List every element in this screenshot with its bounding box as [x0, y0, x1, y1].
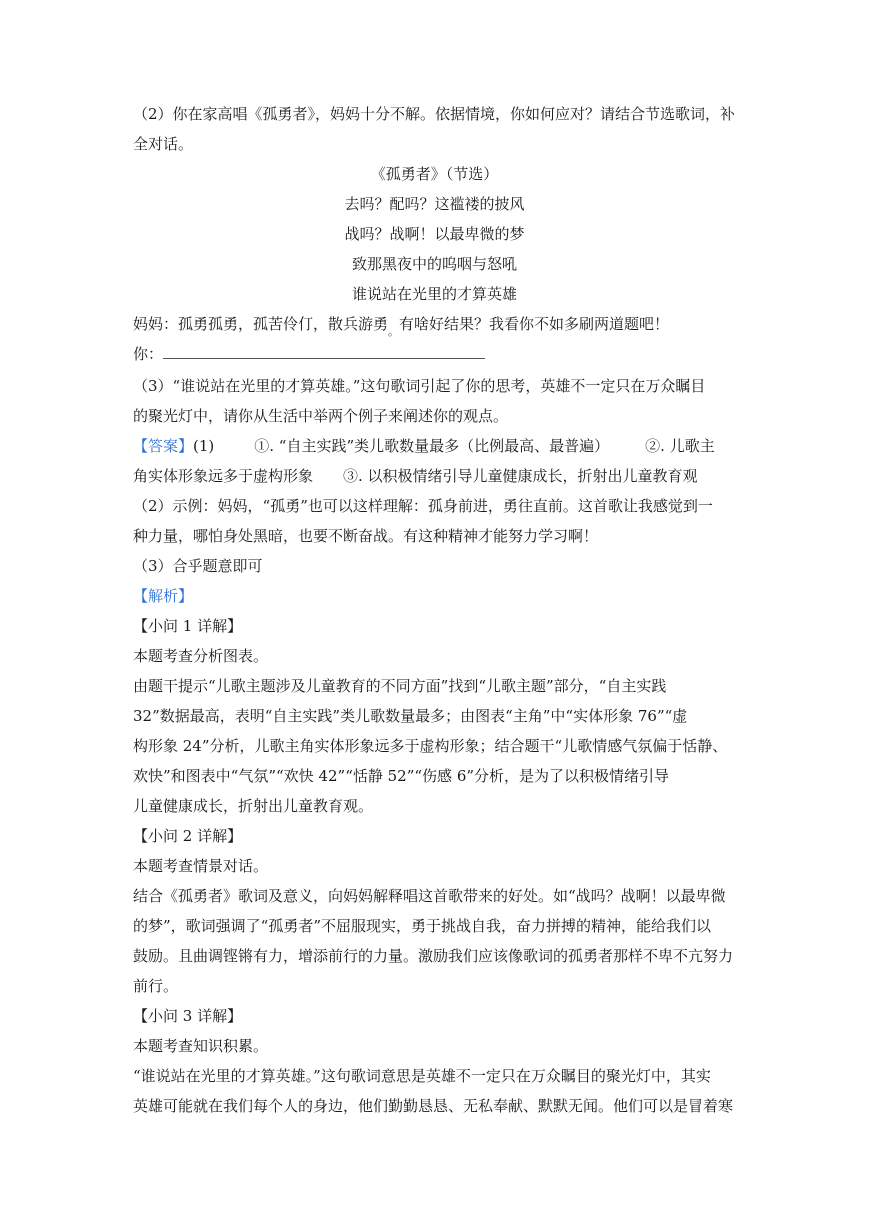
answer-item-3: ③. 以积极情绪引导儿童健康成长，折射出儿童教育观: [343, 467, 698, 485]
q3-line-2: 的聚光灯中，请你从生活中举两个例子来阐述你的观点。: [133, 407, 509, 425]
q2-line-1: （2）你在家高唱《孤勇者》，妈妈十分不解。依据情境，你如何应对？请结合节选歌词，补: [133, 105, 736, 123]
mom-speech-b: 有啥好结果？我看你不如多刷两道题吧！: [399, 315, 670, 333]
poem-line: 去吗？配吗？这褴褛的披风: [344, 195, 525, 213]
poem-title: 《孤勇者》（节选）: [370, 165, 499, 183]
poem-line: 谁说站在光里的才算英雄: [351, 285, 517, 303]
analysis-text: 欢快”和图表中“气氛”“欢快 42”“恬静 52”“伤感 6”分析，是为了以积极情绪引导: [133, 767, 670, 785]
answer-blank[interactable]: [163, 344, 485, 359]
answer-item-2b: 角实体形象远多于虚构形象: [133, 467, 314, 485]
analysis-text: 前行。: [133, 977, 179, 995]
mom-speech-a: 妈妈：孤勇孤勇，孤苦伶仃，散兵游勇: [133, 315, 389, 333]
analysis-text: 儿童健康成长，折射出儿童教育观。: [133, 797, 374, 815]
you-line: [133, 344, 485, 364]
analysis-text: 结合《孤勇者》歌词及意义，向妈妈解释唱这首歌带来的好处。如“战吗？战啊！以最卑微: [133, 887, 726, 905]
answer-q2-line-1: （2）示例：妈妈，“孤勇”也可以这样理解：孤身前进，勇往直前。这首歌让我感觉到一: [133, 497, 713, 515]
analysis-text: 英雄可能就在我们每个人的身边，他们勤勤恳恳、无私奉献、默默无闻。他们可以是冒着寒: [133, 1097, 734, 1115]
answer-q2-line-2: 种力量，哪怕身处黑暗，也要不断奋战。有这种精神才能努力学习啊！: [133, 527, 599, 545]
analysis-label: 【解析】: [133, 587, 194, 605]
answer-item-2a: ②. 儿歌主: [645, 437, 715, 455]
analysis-text: 的梦”，歌词强调了“孤勇者”不屈服现实，勇于挑战自我，奋力拼搏的精神，能给我们以: [133, 917, 712, 935]
analysis-text: 本题考查知识积累。: [133, 1037, 269, 1055]
analysis-text: 本题考查情景对话。: [133, 857, 269, 875]
answer-num: (1): [193, 437, 215, 455]
q3-line-1: （3）“谁说站在光里的才算英雄。”这句歌词引起了你的思考，英雄不一定只在万众瞩目: [133, 377, 706, 395]
sub-question-2-heading: 【小问 2 详解】: [133, 827, 243, 845]
analysis-text: 构形象 24”分析，儿歌主角实体形象远多于虚构形象；结合题干“儿歌情感气氛偏于恬静、: [133, 737, 728, 755]
analysis-text: 32”数据最高，表明“自主实践”类儿歌数量最多；由图表“主角”中“实体形象 76”“虚: [133, 707, 688, 725]
analysis-text: “谁说站在光里的才算英雄。”这句歌词意思是英雄不一定只在万众瞩目的聚光灯中，其实: [133, 1067, 711, 1085]
analysis-text: 由题干提示“儿歌主题涉及儿童教育的不同方面”找到“儿歌主题”部分，“自主实践: [133, 677, 667, 695]
sub-question-3-heading: 【小问 3 详解】: [133, 1007, 243, 1025]
sub-question-1-heading: 【小问 1 详解】: [133, 617, 243, 635]
mom-line: [133, 314, 669, 336]
q2-line-2: 全对话。: [133, 135, 194, 153]
poem-line: 战吗？战啊！以最卑微的梦: [344, 225, 525, 243]
mom-mark: 。: [388, 325, 400, 338]
analysis-text: 本题考查分析图表。: [133, 647, 269, 665]
answer-label: 【答案】: [133, 437, 194, 455]
answer-line-2: [133, 466, 698, 486]
answer-q3: （3）合乎题意即可: [133, 557, 263, 575]
poem-line: 致那黑夜中的呜咽与怒吼: [351, 255, 517, 273]
answer-item-1: ①. “自主实践”类儿歌数量最多（比例最高、最普遍）: [254, 437, 610, 455]
answer-line-1: [133, 436, 715, 456]
you-label: 你：: [133, 345, 164, 363]
analysis-text: 鼓励。且曲调铿锵有力，增添前行的力量。激励我们应该像歌词的孤勇者那样不卑不亢努力: [133, 947, 734, 965]
